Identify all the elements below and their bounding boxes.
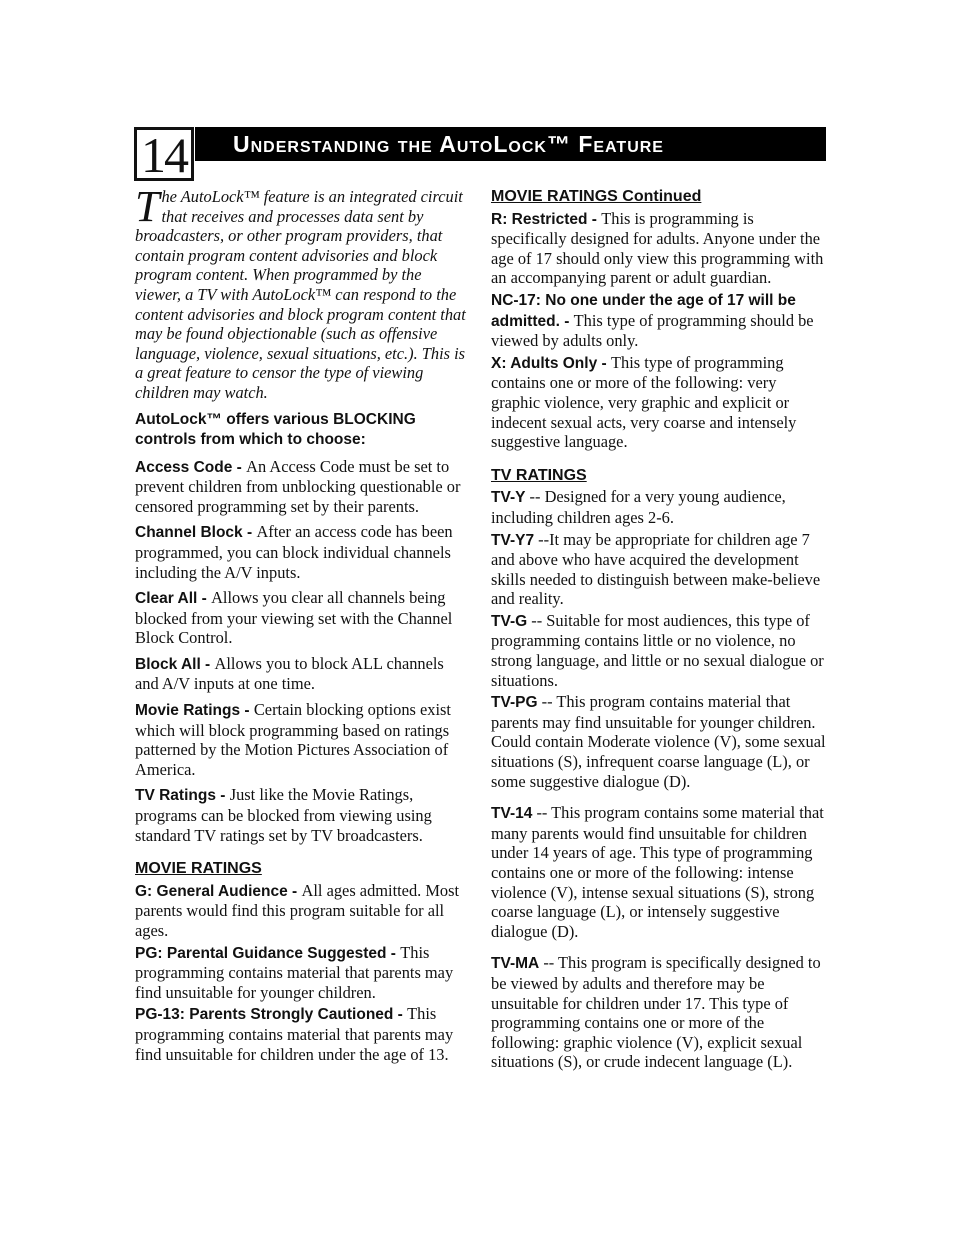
control-access-code xyxy=(135,457,470,517)
control-label: TV Ratings - xyxy=(135,787,230,805)
rating-label: R: Restricted - xyxy=(491,210,602,228)
control-label: Block All - xyxy=(135,655,215,673)
control-label: Channel Block - xyxy=(135,524,257,542)
tv-rating-g xyxy=(491,611,827,690)
page-number: 14 xyxy=(134,127,194,181)
rating-label: PG: Parental Guidance Suggested - xyxy=(135,944,401,962)
rating-text: This type of programming should be viewed by adults only. xyxy=(491,310,814,351)
rating-g xyxy=(135,881,470,941)
tv-rating-pg xyxy=(491,692,827,791)
tv-rating-y xyxy=(491,487,827,527)
rating-text: This is programming is specifically designed for adults. Anyone under the age of 17 should only view this programming with an accompanying parent or adult guardian. xyxy=(491,208,824,288)
rating-text: This programming contains material that parents may find unsuitable for younger children. xyxy=(135,942,454,1002)
movie-ratings-heading: MOVIE RATINGS xyxy=(135,860,262,878)
tv-rating-14 xyxy=(491,803,827,941)
rating-label: X: Adults Only - xyxy=(491,354,611,372)
control-block-all xyxy=(135,654,470,694)
tv-rating-label: TV-Y xyxy=(491,489,526,507)
right-column xyxy=(491,187,827,1078)
intro-paragraph xyxy=(135,182,470,403)
tv-rating-text: -- Designed for a very young audience, including children ages 2-6. xyxy=(491,487,786,527)
tv-rating-text: -- This program contains some material that many parents would find unsuitable for children under 14 years of age. This type of programming contains one or more of the following: intense violence (V), intense sexual situations (S), strong coarse language (L), or intensely suggestive dialogue (D). xyxy=(491,803,824,941)
control-text: After an access code has been programmed, you can block individual channels including the A/V inputs. xyxy=(135,522,453,582)
tv-rating-label: TV-PG xyxy=(491,694,538,712)
tv-rating-text: -- This program contains material that parents may find unsuitable for younger children. Could contain Moderate violence (V), some sexual situations (S), infrequent coarse language (L), or some suggestive dialogue (D). xyxy=(491,692,826,791)
control-text: Certain blocking options exist which will block programming based on ratings patterned by the Motion Pictures Association of America. xyxy=(135,700,451,779)
control-label: Movie Ratings - xyxy=(135,702,254,720)
rating-label: NC-17: No one under the age of 17 will be admitted. - xyxy=(491,291,796,330)
tv-ratings-heading: TV RATINGS xyxy=(491,466,587,484)
tv-rating-text: --It may be appropriate for children age 7 and above who have acquired the development skills needed to distinguish between make-believe and reality. xyxy=(491,529,821,609)
tv-rating-ma xyxy=(491,953,827,1072)
control-text: Allows you to block ALL channels and A/V inputs at one time. xyxy=(135,653,444,694)
movie-ratings-continued-heading: MOVIE RATINGS Continued xyxy=(491,188,702,205)
tv-rating-label: TV-G xyxy=(491,612,528,630)
control-tv-ratings xyxy=(135,785,470,845)
drop-cap: T xyxy=(135,182,160,231)
page-title: Understanding the AutoLock™ Feature xyxy=(195,127,826,161)
rating-text: This programming contains material that parents may find unsuitable for children under the age of 13. xyxy=(135,1004,454,1064)
control-clear-all xyxy=(135,588,470,648)
tv-rating-label: TV-14 xyxy=(491,805,533,823)
control-movie-ratings xyxy=(135,700,470,779)
rating-label: G: General Audience - xyxy=(135,882,302,900)
rating-text: This type of programming contains one or more of the following: very graphic violence, very graphic and explicit or indecent sexual acts, very coarse and intensely suggestive language. xyxy=(491,352,797,452)
tv-rating-text: -- Suitable for most audiences, this type of programming contains little or no violence, no strong language, and little or no sexual dialogue or situations. xyxy=(491,610,824,690)
control-text: An Access Code must be set to prevent children from unblocking questionable or censored programming set by their parents. xyxy=(135,456,461,516)
rating-pg xyxy=(135,943,470,1003)
control-label: Access Code - xyxy=(135,458,247,476)
tv-rating-label: TV-MA xyxy=(491,955,540,973)
blocking-heading: AutoLock™ offers various BLOCKING controls from which to choose: xyxy=(135,410,416,448)
rating-nc17 xyxy=(491,290,827,351)
tv-rating-y7 xyxy=(491,530,827,609)
tv-rating-label: TV-Y7 xyxy=(491,531,535,549)
control-text: Allows you clear all channels being blocked from your viewing set with the Channel Block Control. xyxy=(135,588,453,648)
control-label: Clear All - xyxy=(135,590,212,608)
rating-r xyxy=(491,209,827,288)
rating-pg13 xyxy=(135,1004,470,1064)
control-channel-block xyxy=(135,522,470,582)
rating-label: PG-13: Parents Strongly Cautioned - xyxy=(135,1006,408,1024)
control-text: Just like the Movie Ratings, programs can be blocked from viewing using standard TV ratings set by TV broadcasters. xyxy=(135,785,432,845)
left-column xyxy=(135,182,470,1066)
rating-x xyxy=(491,353,827,452)
intro-text: he AutoLock™ feature is an integrated circuit that receives and processes data sent by broadcasters, or other program providers, that contain program content advisories and block program content. When programmed by the viewer, a TV with AutoLock™ can respond to the content advisories and block program content that may be found objectionable (such as offensive language, violence, sexual situations, etc.). This is a great feature to censor the type of viewing children may watch. xyxy=(135,187,466,402)
rating-text: All ages admitted. Most parents would find this program suitable for all ages. xyxy=(135,880,460,940)
tv-rating-text: -- This program is specifically designed to be viewed by adults and therefore may be unsuitable for children under 17. This type of programming contains one or more of the following: graphic violence (V), explicit sexual situations (S), or crude indecent language (L). xyxy=(491,953,821,1072)
